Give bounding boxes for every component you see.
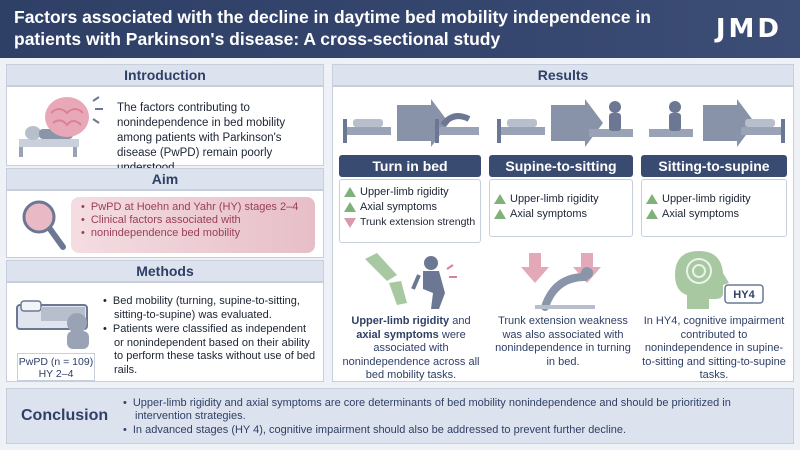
sample-box bbox=[17, 353, 95, 381]
finding-text: were associated with nonindependence across all bed mobility tasks. bbox=[342, 328, 480, 381]
factor-item: Axial symptoms bbox=[642, 207, 786, 222]
conclusion-panel bbox=[6, 388, 794, 444]
supine-to-sitting-illustration bbox=[493, 97, 637, 153]
factor-item: Axial symptoms bbox=[340, 200, 480, 215]
conclusion-list bbox=[123, 397, 783, 438]
finding-bold-rigidity: Upper-limb rigidity bbox=[351, 315, 450, 327]
factor-item: Upper-limb rigidity bbox=[490, 192, 632, 207]
aim-item: • Clinical factors associated with bbox=[81, 214, 298, 227]
aim-item: • PwPD at Hoehn and Yahr (HY) stages 2–4 bbox=[81, 201, 298, 214]
journal-logo: JMD bbox=[715, 14, 782, 44]
results-panel bbox=[332, 86, 794, 382]
column-title-turn-in-bed: Turn in bed bbox=[339, 155, 481, 177]
brain-icon bbox=[15, 93, 111, 163]
aim-item: • nonindependence bed mobility bbox=[81, 227, 298, 240]
sitting-to-supine-illustration bbox=[645, 97, 789, 153]
methods-panel bbox=[6, 282, 324, 382]
aim-list bbox=[81, 201, 298, 240]
header-banner bbox=[0, 0, 800, 58]
methods-item: • Patients were classified as independent or nonindependent based on their ability to perform these tasks without use of bed rails. bbox=[103, 323, 317, 377]
column-factors-turn-in-bed bbox=[339, 179, 481, 243]
methods-list bbox=[103, 295, 317, 378]
conclusion-item: • In advanced stages (HY 4), cognitive impairment should also be addressed to prevent further decline. bbox=[123, 424, 783, 437]
aim-heading: Aim bbox=[6, 168, 324, 190]
introduction-text: The factors contributing to nonindependence in bed mobility among patients with Parkinson's disease (PwPD) remain poorly bbox=[117, 102, 286, 159]
magnifier-icon bbox=[21, 199, 67, 251]
finding-trunk-extension: Trunk extension weakness was also associated with nonindependence in turning in bed. bbox=[495, 315, 631, 368]
methods-item: • Bed mobility (turning, supine-to-sitting, sitting-to-supine) was evaluated. bbox=[103, 295, 317, 322]
finding-rigidity-axial bbox=[341, 315, 481, 383]
methods-heading: Methods bbox=[6, 260, 324, 282]
arm-icon bbox=[359, 251, 459, 311]
aim-panel bbox=[6, 190, 324, 258]
column-title-supine-to-sitting: Supine-to-sitting bbox=[489, 155, 633, 177]
finding-cognitive: In HY4, cognitive impairment contributed to nonindependence in supine-to-sitting and sitting-to-supine tasks. bbox=[642, 315, 786, 381]
results-heading: Results bbox=[332, 64, 794, 86]
finding-text: and bbox=[449, 315, 471, 327]
factor-item: Upper-limb rigidity bbox=[340, 185, 480, 200]
poster-title: Factors associated with the decline in daytime bed mobility independence in patients with Parkinson's disease: A cross-sectional study bbox=[14, 7, 651, 49]
introduction-heading: Introduction bbox=[6, 64, 324, 86]
hy4-badge: HY4 bbox=[733, 289, 755, 301]
column-factors-sitting-to-supine bbox=[641, 179, 787, 237]
turn-in-bed-illustration bbox=[339, 97, 483, 153]
bed-icon bbox=[13, 291, 97, 351]
conclusion-item: • Upper-limb rigidity and axial symptoms are core determinants of bed mobility nonindependence and should be prioritized in intervention strategies. bbox=[123, 397, 783, 423]
introduction-panel bbox=[6, 86, 324, 166]
sample-stage: HY 2–4 bbox=[38, 368, 74, 380]
factor-item: Trunk extension strength bbox=[340, 215, 480, 230]
finding-bold-axial: axial symptoms bbox=[356, 328, 439, 341]
column-factors-supine-to-sitting bbox=[489, 179, 633, 237]
sample-size: PwPD (n = 109) bbox=[18, 356, 94, 368]
factor-item: Axial symptoms bbox=[490, 207, 632, 222]
back-stretch-icon bbox=[515, 251, 615, 311]
conclusion-heading: Conclusion bbox=[21, 407, 109, 424]
head-profile-icon bbox=[667, 247, 767, 313]
column-title-sitting-to-supine: Sitting-to-supine bbox=[641, 155, 787, 177]
factor-item: Upper-limb rigidity bbox=[642, 192, 786, 207]
